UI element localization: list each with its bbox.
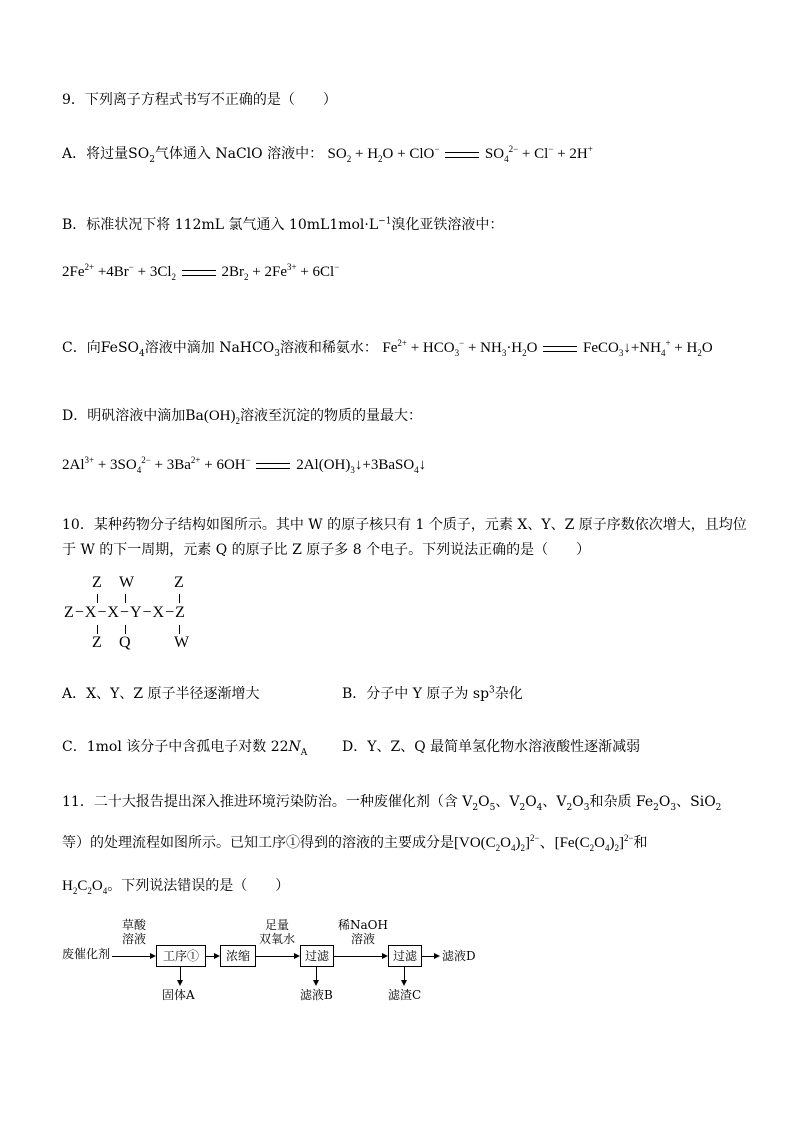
q9-option-d-equation: $2Al^{3+} + 3SO_4^{2-} + 3Ba^{2+} + 6OH^-$ $2Al(OH)_3↓+3BaSO_4↓$ — [62, 455, 427, 475]
struct-main-chain: Z−X−X−Y−X−Z — [64, 604, 186, 621]
flow-box-concentrate: 浓缩 — [220, 945, 256, 967]
q10-option-b: B．分子中 Y 原子为 $sp^3$杂化 — [342, 685, 523, 702]
q9-stem: 9．下列离子方程式书写不正确的是（ ） — [62, 92, 337, 108]
q9-option-b-tail: 溴化亚铁溶液中： — [391, 217, 504, 233]
q9-option-a-gas: 气体通入 NaClO 溶液中： — [154, 146, 324, 162]
q9-option-b-equation: $2Fe^{2+} +4Br^- + 3Cl_2$ $2Br_2 + 2Fe^{3+} + 6Cl^-$ — [62, 262, 340, 282]
q9-option-c-equation: $Fe^{2+} + HCO_3^- + NH_3\cdot H_2O$ $FeCO_3↓+NH_4^+ + H_2O$ — [382, 338, 713, 358]
q10-option-c: C．1mol 该分子中含孤电子对数 $22N_A$ — [62, 739, 308, 758]
q9-option-d-tail: 溶液至沉淀的物质的量最大： — [240, 408, 423, 424]
flow-reagent2: 足量 双氧水 — [259, 918, 296, 946]
flow-box-process1: 工序① — [156, 945, 206, 967]
q9-option-d: D．明矾溶液中滴加$Ba(OH)_2$溶液至沉淀的物质的量最大： — [62, 408, 423, 426]
molecule-structure — [62, 570, 262, 660]
flow-reagent1: 草酸 溶液 — [122, 918, 147, 946]
struct-bottom-2: Q — [119, 634, 131, 651]
flow-box-filter2: 过滤 — [388, 945, 422, 967]
flow-box-filter1: 过滤 — [300, 945, 334, 967]
q9-option-b: B．标准状况下将 112mL 氯气通入 $10mL1mol\cdot L^{-1}$溴化亚铁溶液中： — [62, 216, 504, 233]
q11-stem-line1: 11．二十大报告提出深入推进环境污染防治。一种废催化剂（含 $V_2O_5$、$V_2O_4$、$V_2O_3$和杂质 $Fe_2O_3$、SiO$_2$ — [62, 794, 722, 813]
q9-option-a-equation: $SO_2 + H_2O + ClO^-$ $SO_4^{2-} + Cl^- + 2H^+$ — [327, 144, 593, 164]
flow-out-solid-a: 固体A — [162, 988, 195, 1002]
flow-start: 废催化剂 — [62, 947, 111, 961]
flow-out-residue-c: 滤渣C — [388, 988, 422, 1002]
flow-reagent3: 稀NaOH 溶液 — [338, 918, 388, 946]
struct-top-2: W — [119, 574, 135, 591]
q10-option-d: D．Y、Z、Q 最简单氢化物水溶液酸性逐渐减弱 — [342, 739, 641, 755]
q9-option-d-text: D．明矾溶液中滴加Ba — [62, 408, 204, 424]
q11-stem-line2: 等）的处理流程如图所示。已知工序①得到的溶液的主要成分是$[VO(C_2O_4)_2]^{2-}$、$[Fe(C_2O_4)_2]^{2-}$和 — [62, 833, 648, 853]
q11-stem-line3: $H_2C_2O_4$。下列说法错误的是（ ） — [62, 878, 290, 896]
q9-option-c-tail: 溶液和稀氨水： — [279, 340, 378, 356]
flow-out-filtrate-b: 滤液B — [300, 988, 333, 1002]
q9-option-c-text: C．向FeSO — [62, 340, 140, 356]
q10-stem-line1: 10．某种药物分子结构如图所示。其中 W 的原子核只有 1 个质子，元素 X、Y、Z 原子序数依次增大，且均位 — [62, 517, 747, 533]
struct-top-3: Z — [174, 574, 184, 591]
q9-option-a-label: A．将过量SO — [62, 146, 150, 162]
process-flowchart — [62, 918, 502, 1008]
struct-bottom-3: W — [174, 634, 190, 651]
flow-end-filtrate-d: 滤液D — [442, 949, 476, 963]
q9-option-a: A．将过量$SO_2$气体通入 NaClO 溶液中： $SO_2 + H_2O + ClO^-$ $SO_4^{2-} + Cl^- + 2H^+$ — [62, 144, 593, 165]
q10-option-a: A．X、Y、Z 原子半径逐渐增大 — [62, 686, 260, 702]
q10-stem-line2: 于 W 的下一周期，元素 Q 的原子比 Z 原子多 8 个电子。下列说法正确的是（ ） — [62, 542, 591, 558]
q9-option-c: C．向FeSO$_4$溶液中滴加 NaHCO$_3$溶液和稀氨水： $Fe^{2+} + HCO_3^- + NH_3\cdot H_2O$ $FeCO_3↓+NH_4^+ + H_2O$ — [62, 338, 713, 359]
q9-option-b-text: B．标准状况下将 112mL 氯气通入 10mL1mol·L — [62, 217, 379, 233]
struct-bottom-1: Z — [92, 634, 102, 651]
struct-top-1: Z — [92, 574, 102, 591]
q9-option-c-mid: 溶液中滴加 NaHCO — [144, 340, 275, 356]
